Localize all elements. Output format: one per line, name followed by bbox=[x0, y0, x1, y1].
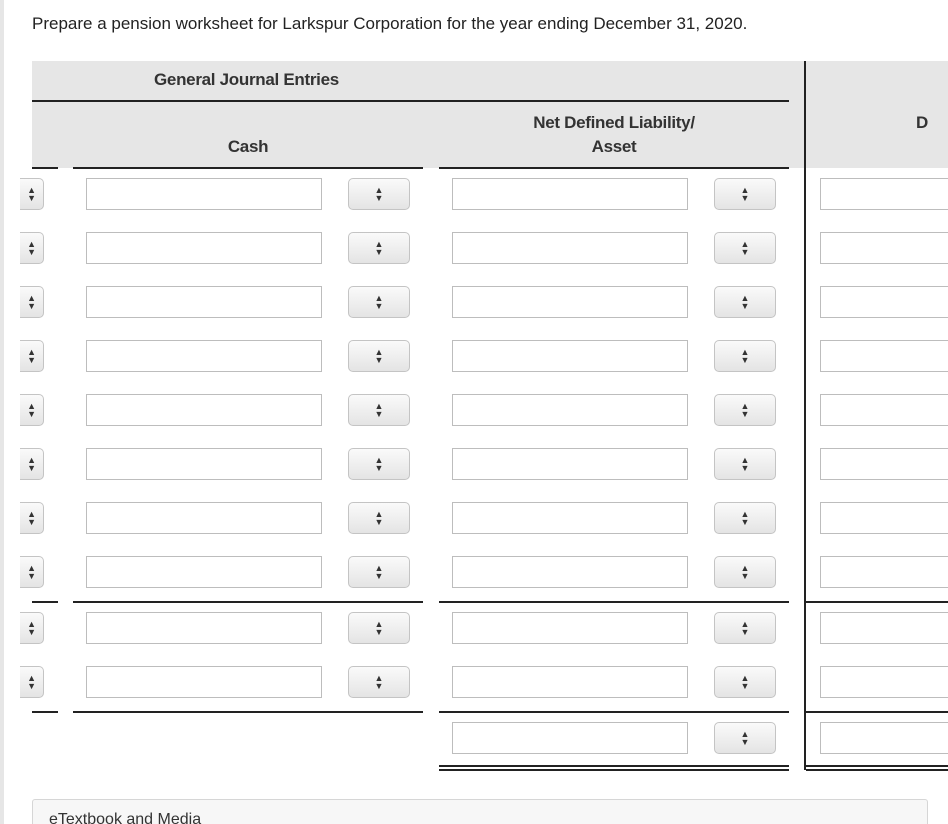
ndl-input[interactable] bbox=[452, 448, 688, 480]
total-double-rule-bottom bbox=[439, 769, 789, 771]
cash-input[interactable] bbox=[86, 448, 322, 480]
row-entry-select[interactable] bbox=[20, 448, 44, 480]
up-down-arrow-icon: ▲ ▼ bbox=[374, 239, 384, 257]
cash-dr-cr-select[interactable] bbox=[348, 666, 410, 698]
total-double-rule-next-bottom bbox=[806, 769, 948, 771]
up-down-arrow-icon: ▲ ▼ bbox=[27, 563, 36, 581]
cash-dr-cr-select[interactable] bbox=[348, 340, 410, 372]
next-column-header-partial: D bbox=[916, 113, 928, 132]
cash-input[interactable] bbox=[86, 394, 322, 426]
etextbook-label: eTextbook and Media bbox=[49, 811, 202, 824]
row-group-rule-next bbox=[806, 601, 948, 603]
up-down-arrow-icon: ▲ ▼ bbox=[374, 455, 384, 473]
left-panel-edge bbox=[0, 0, 4, 824]
up-down-arrow-icon: ▲ ▼ bbox=[740, 239, 750, 257]
cash-input[interactable] bbox=[86, 556, 322, 588]
ndl-input[interactable] bbox=[452, 556, 688, 588]
net-defined-liability-asset-column-header bbox=[439, 111, 789, 159]
cash-dr-cr-select[interactable] bbox=[348, 394, 410, 426]
header-rule-edge bbox=[32, 167, 58, 169]
ndl-dr-cr-select[interactable] bbox=[714, 286, 776, 318]
header-rule-cash bbox=[73, 167, 423, 169]
up-down-arrow-icon: ▲ ▼ bbox=[740, 563, 750, 581]
ndl-dr-cr-select[interactable] bbox=[714, 612, 776, 644]
up-down-arrow-icon: ▲ ▼ bbox=[740, 619, 750, 637]
cash-dr-cr-select[interactable] bbox=[348, 178, 410, 210]
ndl-dr-cr-select[interactable] bbox=[714, 502, 776, 534]
next-column-input[interactable] bbox=[820, 394, 948, 426]
general-journal-entries-header: General Journal Entries bbox=[154, 70, 339, 89]
up-down-arrow-icon: ▲ ▼ bbox=[374, 347, 384, 365]
up-down-arrow-icon: ▲ ▼ bbox=[740, 673, 750, 691]
row-group-rule-edge bbox=[32, 711, 58, 713]
row-group-rule-edge bbox=[32, 601, 58, 603]
up-down-arrow-icon: ▲ ▼ bbox=[27, 401, 36, 419]
up-down-arrow-icon: ▲ ▼ bbox=[27, 673, 36, 691]
total-double-rule-next-top bbox=[806, 765, 948, 767]
ndl-total-dr-cr-select[interactable] bbox=[714, 722, 776, 754]
cash-dr-cr-select[interactable] bbox=[348, 286, 410, 318]
etextbook-panel[interactable] bbox=[32, 799, 928, 824]
up-down-arrow-icon: ▲ ▼ bbox=[27, 293, 36, 311]
row-group-rule-ndl bbox=[439, 711, 789, 713]
next-column-total-input[interactable] bbox=[820, 722, 948, 754]
up-down-arrow-icon: ▲ ▼ bbox=[740, 729, 750, 747]
row-group-rule-next bbox=[806, 711, 948, 713]
cash-dr-cr-select[interactable] bbox=[348, 612, 410, 644]
row-group-rule-ndl bbox=[439, 601, 789, 603]
ndl-dr-cr-select[interactable] bbox=[714, 394, 776, 426]
cash-input[interactable] bbox=[86, 286, 322, 318]
ndl-header-line-1: Net Defined Liability/ bbox=[533, 113, 695, 132]
column-separator bbox=[804, 61, 806, 770]
up-down-arrow-icon: ▲ ▼ bbox=[27, 509, 36, 527]
next-column-input[interactable] bbox=[820, 612, 948, 644]
row-entry-select[interactable] bbox=[20, 666, 44, 698]
ndl-dr-cr-select[interactable] bbox=[714, 340, 776, 372]
cash-input[interactable] bbox=[86, 612, 322, 644]
up-down-arrow-icon: ▲ ▼ bbox=[27, 455, 36, 473]
ndl-total-input[interactable] bbox=[452, 722, 688, 754]
ndl-header-line-2: Asset bbox=[591, 137, 637, 156]
row-entry-select[interactable] bbox=[20, 394, 44, 426]
up-down-arrow-icon: ▲ ▼ bbox=[27, 185, 36, 203]
up-down-arrow-icon: ▲ ▼ bbox=[374, 619, 384, 637]
next-column-input[interactable] bbox=[820, 502, 948, 534]
cash-dr-cr-select[interactable] bbox=[348, 502, 410, 534]
up-down-arrow-icon: ▲ ▼ bbox=[374, 509, 384, 527]
cash-dr-cr-select[interactable] bbox=[348, 556, 410, 588]
up-down-arrow-icon: ▲ ▼ bbox=[374, 673, 384, 691]
ndl-input[interactable] bbox=[452, 394, 688, 426]
up-down-arrow-icon: ▲ ▼ bbox=[740, 293, 750, 311]
up-down-arrow-icon: ▲ ▼ bbox=[374, 401, 384, 419]
cash-dr-cr-select[interactable] bbox=[348, 448, 410, 480]
next-column-input[interactable] bbox=[820, 232, 948, 264]
ndl-dr-cr-select[interactable] bbox=[714, 556, 776, 588]
ndl-dr-cr-select[interactable] bbox=[714, 448, 776, 480]
up-down-arrow-icon: ▲ ▼ bbox=[27, 347, 36, 365]
row-entry-select[interactable] bbox=[20, 286, 44, 318]
cash-dr-cr-select[interactable] bbox=[348, 232, 410, 264]
total-double-rule-top bbox=[439, 765, 789, 767]
ndl-input[interactable] bbox=[452, 502, 688, 534]
group-header-rule bbox=[32, 100, 789, 102]
row-entry-select[interactable] bbox=[20, 340, 44, 372]
up-down-arrow-icon: ▲ ▼ bbox=[374, 293, 384, 311]
cash-input[interactable] bbox=[86, 232, 322, 264]
ndl-input[interactable] bbox=[452, 340, 688, 372]
cash-input[interactable] bbox=[86, 666, 322, 698]
next-column-input[interactable] bbox=[820, 340, 948, 372]
row-entry-select[interactable] bbox=[20, 232, 44, 264]
instruction-text: Prepare a pension worksheet for Larkspur Corporation for the year ending December 31, 2020. bbox=[32, 14, 748, 33]
ndl-input[interactable] bbox=[452, 286, 688, 318]
up-down-arrow-icon: ▲ ▼ bbox=[740, 347, 750, 365]
header-rule-ndl bbox=[439, 167, 789, 169]
row-entry-select[interactable] bbox=[20, 178, 44, 210]
cash-column-header: Cash bbox=[227, 137, 269, 156]
next-column-input[interactable] bbox=[820, 556, 948, 588]
cash-input[interactable] bbox=[86, 502, 322, 534]
up-down-arrow-icon: ▲ ▼ bbox=[740, 401, 750, 419]
up-down-arrow-icon: ▲ ▼ bbox=[374, 563, 384, 581]
up-down-arrow-icon: ▲ ▼ bbox=[27, 619, 36, 637]
up-down-arrow-icon: ▲ ▼ bbox=[740, 509, 750, 527]
ndl-input[interactable] bbox=[452, 232, 688, 264]
cash-input[interactable] bbox=[86, 340, 322, 372]
ndl-dr-cr-select[interactable] bbox=[714, 178, 776, 210]
up-down-arrow-icon: ▲ ▼ bbox=[27, 239, 36, 257]
next-column-input[interactable] bbox=[820, 448, 948, 480]
ndl-input[interactable] bbox=[452, 666, 688, 698]
ndl-dr-cr-select[interactable] bbox=[714, 666, 776, 698]
row-entry-select[interactable] bbox=[20, 556, 44, 588]
up-down-arrow-icon: ▲ ▼ bbox=[740, 185, 750, 203]
row-entry-select[interactable] bbox=[20, 502, 44, 534]
row-entry-select[interactable] bbox=[20, 612, 44, 644]
ndl-dr-cr-select[interactable] bbox=[714, 232, 776, 264]
next-column-input[interactable] bbox=[820, 666, 948, 698]
row-group-rule-cash bbox=[73, 601, 423, 603]
next-column-input[interactable] bbox=[820, 286, 948, 318]
cash-input[interactable] bbox=[86, 178, 322, 210]
up-down-arrow-icon: ▲ ▼ bbox=[374, 185, 384, 203]
row-group-rule-cash bbox=[73, 711, 423, 713]
up-down-arrow-icon: ▲ ▼ bbox=[740, 455, 750, 473]
next-column-input[interactable] bbox=[820, 178, 948, 210]
ndl-input[interactable] bbox=[452, 178, 688, 210]
ndl-input[interactable] bbox=[452, 612, 688, 644]
